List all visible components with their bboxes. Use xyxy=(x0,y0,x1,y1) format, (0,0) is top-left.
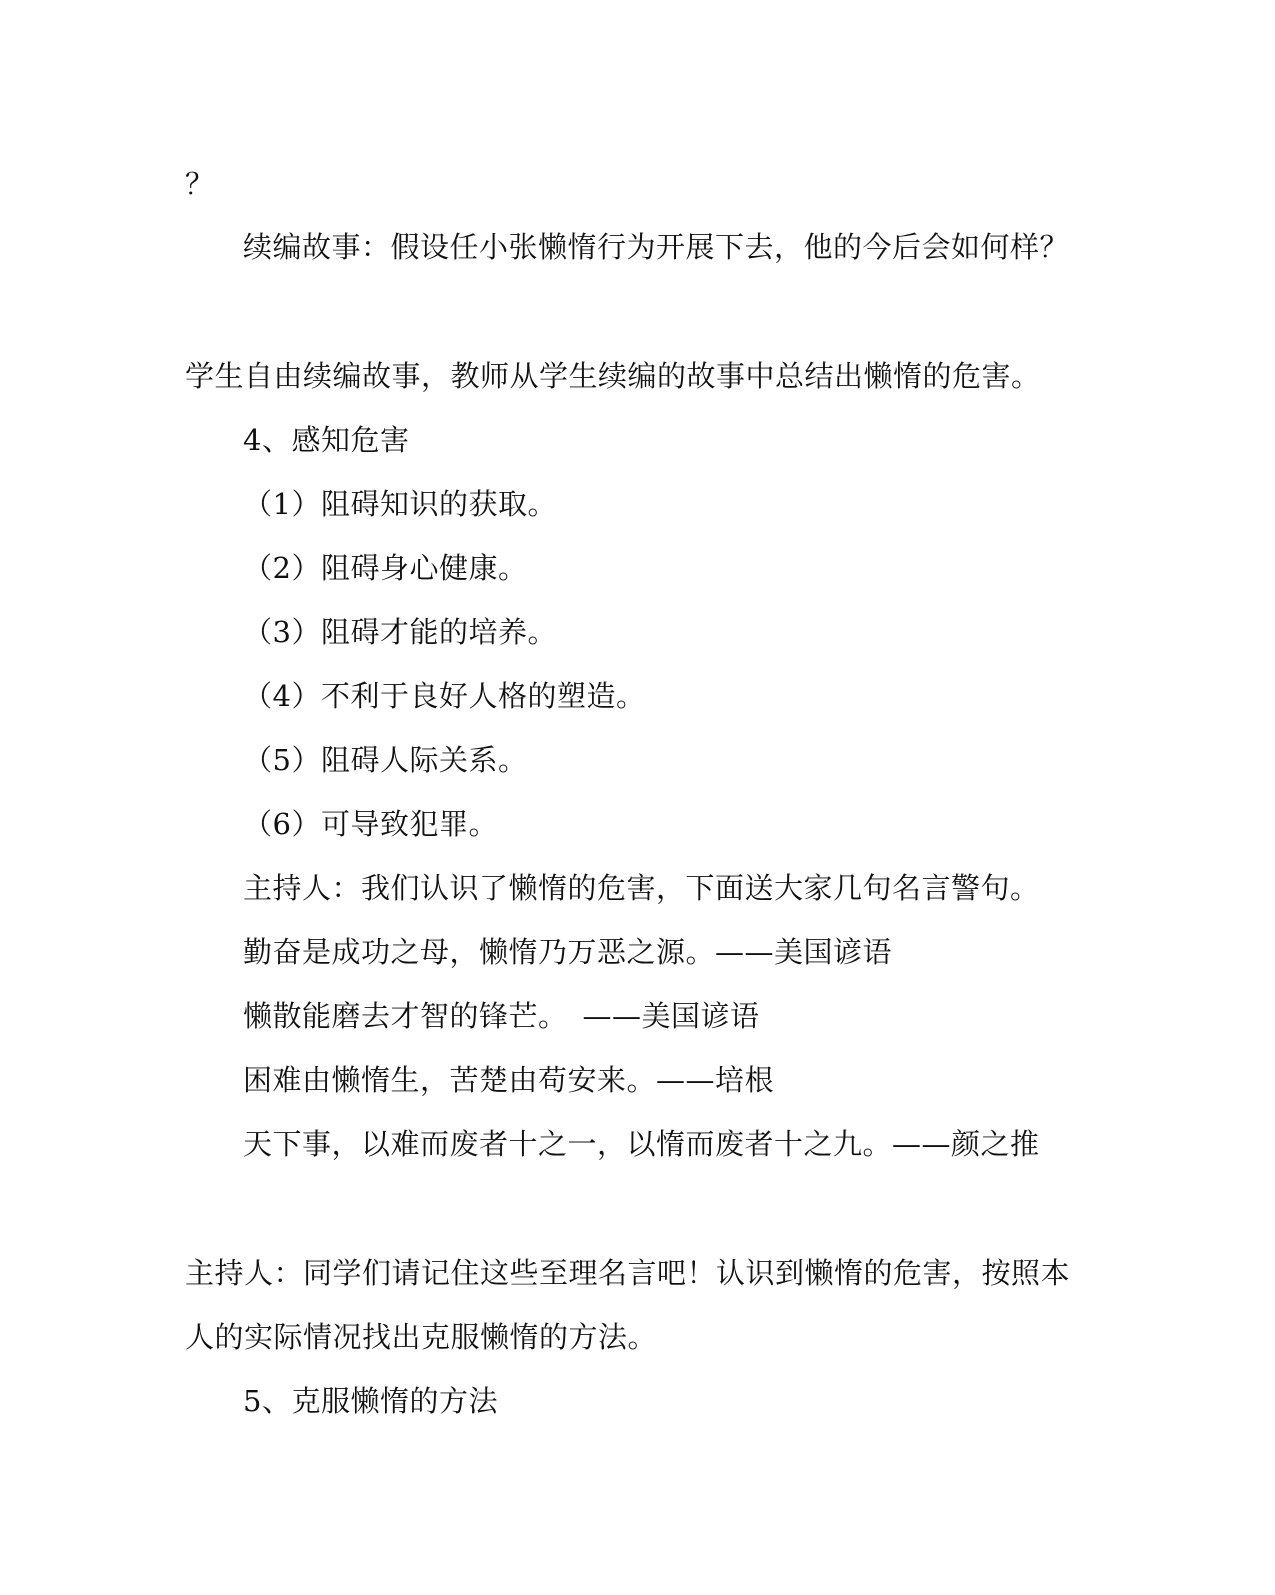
quote-1: 勤奋是成功之母，懒惰乃万恶之源。——美国谚语 xyxy=(243,935,893,969)
section-4-heading: 4、感知危害 xyxy=(243,423,410,457)
harm-item-5: （5）阻碍人际关系。 xyxy=(243,743,528,777)
section-5-heading: 5、克服懒惰的方法 xyxy=(243,1384,498,1418)
harm-item-6: （6）可导致犯罪。 xyxy=(243,807,498,841)
quote-2: 懒散能磨去才智的锋芒。 ——美国谚语 xyxy=(243,999,760,1033)
student-activity-line: 学生自由续编故事，教师从学生续编的故事中总结出懒惰的危害。 xyxy=(185,359,1041,393)
harm-item-3: （3）阻碍才能的培养。 xyxy=(243,615,557,649)
harm-item-2: （2）阻碍身心健康。 xyxy=(243,551,528,585)
host-line-1: 主持人：我们认识了懒惰的危害，下面送大家几句名言警句。 xyxy=(243,871,1040,905)
host-line-2: 主持人：同学们请记住这些至理名言吧！认识到懒惰的危害，按照本 xyxy=(185,1256,1071,1290)
quote-3: 困难由懒惰生，苦楚由苟安来。——培根 xyxy=(243,1063,775,1097)
quote-4: 天下事，以难而废者十之一，以惰而废者十之九。——颜之推 xyxy=(243,1127,1040,1161)
host-line-2-continued: 人的实际情况找出克服懒惰的方法。 xyxy=(185,1320,658,1354)
harm-item-4: （4）不利于良好人格的塑造。 xyxy=(243,679,646,713)
question-mark-line: ？ xyxy=(185,167,215,201)
continue-story-prompt: 续编故事：假设任小张懒惰行为开展下去，他的今后会如何样？ xyxy=(243,230,1070,264)
harm-item-1: （1）阻碍知识的获取。 xyxy=(243,487,557,521)
